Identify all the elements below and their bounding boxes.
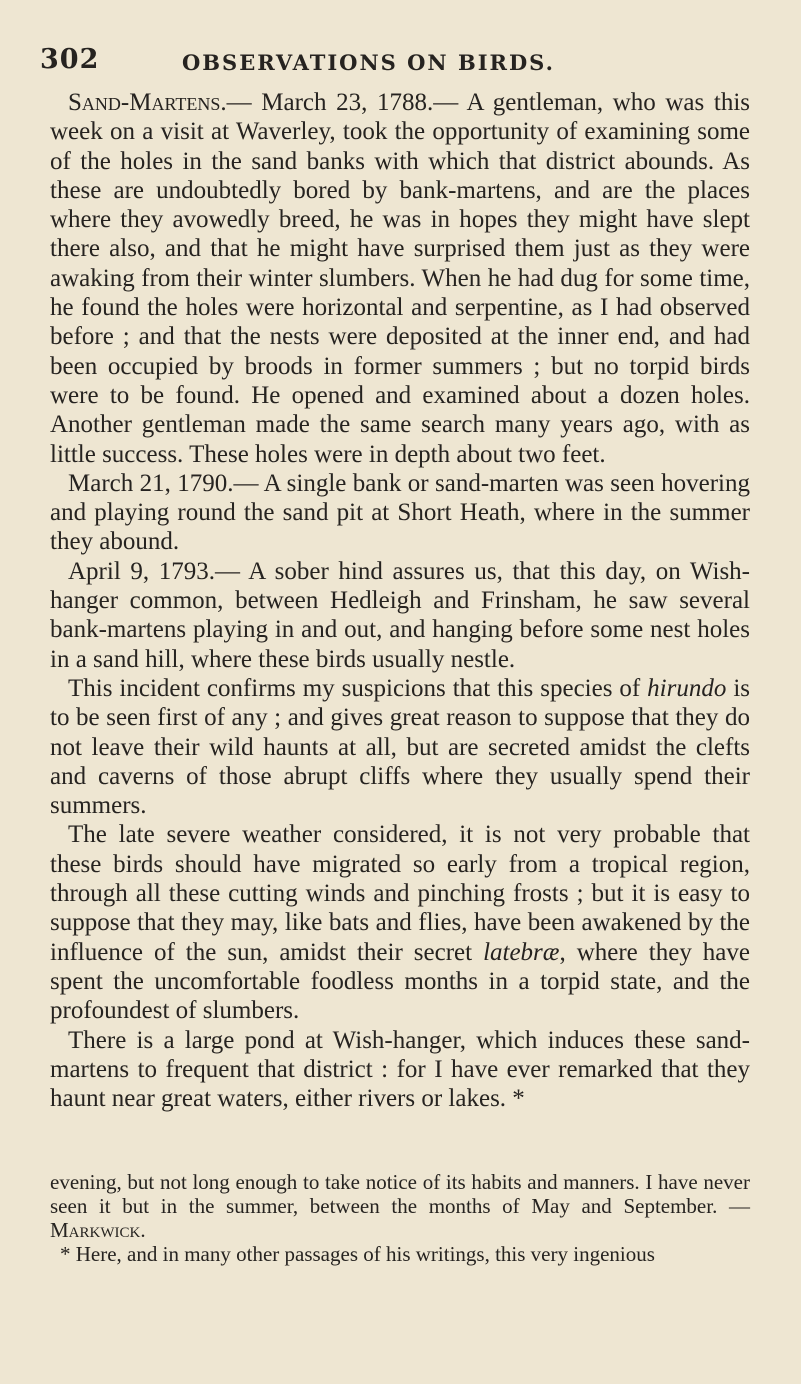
paragraph-text: The late severe weather considered, it is not very probable that these birds should have migrated so early from a tropical region, through all these cutting winds and pinching frosts ; but it is easy to suppose that they may, like bats and flies, have been awakened by the influence of the sun, amidst their secret xyxy=(50,821,750,966)
italic-term: hirundo xyxy=(647,674,727,702)
page-header xyxy=(40,44,756,80)
paragraph-text: April 9, 1793.— A sober hind assures us, that this day, on Wish-hanger common, between Hedleigh and Frinsham, he saw several bank-martens playing in and out, and hanging before some nest holes in a sand hill, where these birds usually nestle. xyxy=(50,557,750,673)
footnote-signature: Markwick. xyxy=(50,1218,146,1242)
paragraph-severe-weather xyxy=(50,820,750,1025)
paragraph-wish-hanger-pond xyxy=(50,1026,750,1114)
running-title: OBSERVATIONS ON BIRDS. xyxy=(182,50,555,75)
paragraph-text: This incident confirms my suspicions that this species of xyxy=(68,674,648,702)
paragraph-text: , where they have spent the uncomfortable foodless months in a torpid state, and the profoundest of slumbers. xyxy=(50,938,750,1025)
footnote-star: * Here, and in many other passages of his writings, this very ingenious xyxy=(60,1242,655,1266)
paragraph-text: — March 23, 1788.— A gentleman, who was this week on a visit at Waverley, took the opportunity of examining some of the holes in the sand banks with which that district abounds. As these are undoubtedly bored by bank-martens, and are the places where they avowedly breed, he was in hopes they might have slept there also, and that he might have surprised them just as they were awaking from their winter slumbers. When he had dug for some time, he found the holes were horizontal and serpentine, as I had observed before ; and that the nests were deposited at the inner end, and had been occupied by broods in former summers ; but no torpid birds were to be found. He opened and examined about a dozen holes. Another gentleman made the same search many years ago, with as little success. These holes were in depth about two feet. xyxy=(50,89,750,468)
paragraph-text: There is a large pond at Wish-hanger, which induces these sand-martens to frequent that district : for I have ever remarked that they haunt near great waters, either rivers or lakes. * xyxy=(50,1026,750,1113)
section-heading: Sand-Martens. xyxy=(68,89,227,116)
paragraph-march-1790 xyxy=(50,469,750,557)
footnotes xyxy=(50,1170,750,1266)
paragraph-sand-martens xyxy=(50,88,750,469)
paragraph-hirundo xyxy=(50,674,750,820)
paragraph-april-1793 xyxy=(50,557,750,674)
page-number: 302 xyxy=(40,44,100,75)
paragraph-text: is to be seen first of any ; and gives great reason to suppose that they do not leave their wild haunts at all, but are secreted amidst the clefts and caverns of those abrupt cliffs where they usually spend their summers. xyxy=(50,674,750,820)
paragraph-text: March 21, 1790.— A single bank or sand-marten was seen hovering and playing round the sand pit at Short Heath, where in the summer they abound. xyxy=(50,469,750,556)
footnote-continuation xyxy=(50,1170,750,1242)
body-text xyxy=(50,88,750,1113)
footnote-text: evening, but not long enough to take notice of its habits and manners. I have never seen it but in the summer, between the months of May and September. — xyxy=(50,1170,750,1218)
italic-term: latebræ xyxy=(483,938,560,966)
